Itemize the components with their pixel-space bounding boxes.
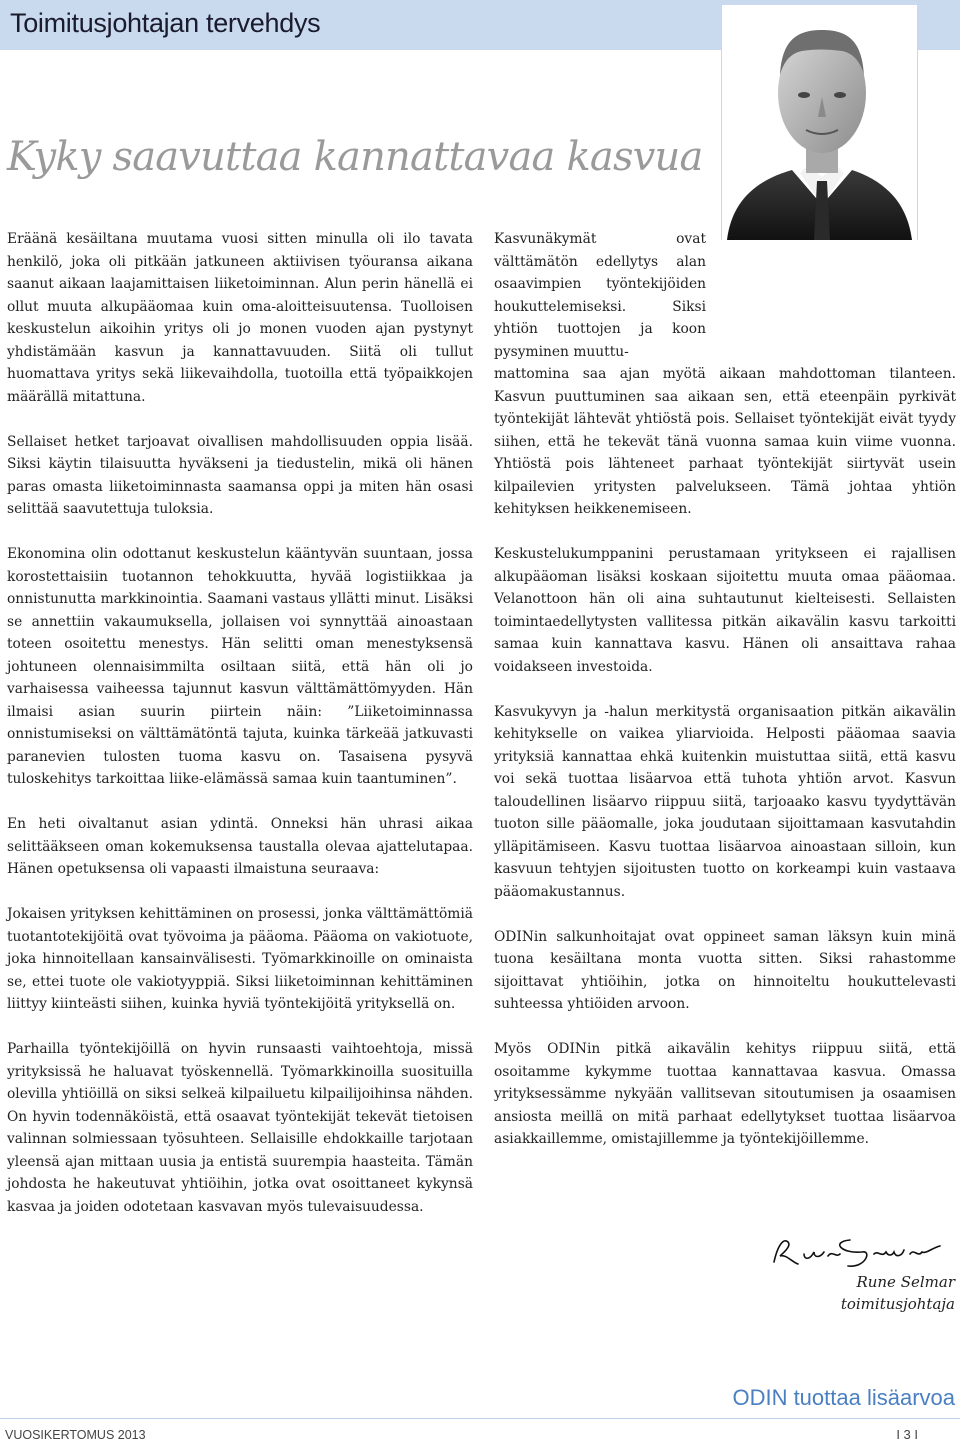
- page-number: I 3 I: [896, 1427, 918, 1442]
- paragraph: Eräänä kesäiltana muutama vuosi sitten minulla oli ilo tavata henkilö, joka oli pitkään jatkuneen aktiivisen työuransa aikana saanut aikaan laajamittaisen liiketoiminnan. Alun perin hänellä ei ollut muuta alkupääomaa kuin oma-aloitteisuutensa. Tuolloisen keskustelun aikoihin yritys oli jo monen vuoden ajan pystynyt yhdistämään kasvun ja kannattavuuden. Siitä oli tullut huomattava yritys sekä liikevaihdolla, tuotoilla että työpaikkojen määrällä mitattuna.: [7, 231, 473, 405]
- paragraph: ODINin salkunhoitajat ovat oppineet saman läksyn kuin minä tuona kesäiltana monta vuotta sitten. Siksi rahastomme sijoittavat yhtiöihin, jotka on hinnoiteltu houkuttelevasti suhteessa yhtiöiden arvoon.: [494, 928, 956, 1012]
- portrait-drawing: [722, 5, 917, 240]
- paragraph: Kasvunäkymät ovat välttämätön edellytys alan osaavimpien työntekijöiden houkuttelemiseksi. Siksi yhtiön tuottojen ja koon pysyminen muuttu-: [494, 231, 706, 360]
- footer-divider: [0, 1418, 960, 1419]
- paragraph: Ekonomina olin odottanut keskustelun kääntyvän suuntaan, jossa korostettaisiin tuotannon tehokkuutta, hyvää logistiikkaa ja onnistunutta markkinointia. Saamani vastaus yllätti minut. Lisäksi se annettiin vakaumuksella, jollaisen voi synnyttää ainoastaan toteen osoitettu menestys. Hän selitti oman menestyksensä johtuneen olennaisimmilta osiltaan siitä, että hän oli jo varhaisessa vaiheessa tajunnut kasvun välttämättömyyden. Hän ilmaisi asian suurin piirtein näin: ”Liiketoiminnassa onnistumiseksi on välttämätöntä tajuta, kuinka tärkeää jatkuvasti paranevien tulosten tuoma kasvu on. Tasaisena pysyvä tuloskehitys tarkoittaa liike-elämässä samaa kuin taantuminen”.: [7, 546, 473, 787]
- signatory-name: Rune Selmar: [856, 1273, 955, 1291]
- paragraph: Keskustelukumppanini perustamaan yritykseen ei rajallisen alkupääoman lisäksi koskaan sijoitettu muuta omaa pääomaa. Velanottoon hän oli aina suhtautunut kielteisesti. Sellaisten toimintaedellytysten vallitessa pitkän aikavälin kasvu tarkoitti samaa kuin kannattava kasvu. Hänen oli ansaittava rahaa voidakseen investoida.: [494, 546, 956, 675]
- left-column: [7, 228, 473, 1241]
- signature-block: [841, 1271, 955, 1315]
- paragraph: Parhailla työntekijöillä on hyvin runsaasti vaihtoehtoja, missä yrityksissä he haluavat työskennellä. Työmarkkinoilla suosituilla olevilla yhtiöillä on siksi selkeä kilpailuetu kilpailijoihinsa nähden. On hyvin todennäköistä, että osaavat työntekijät tekevät tietoisen valinnan solmiessaan työsuhteen. Sellaisille ehdokkaille tarjotaan yleensä ajan mittaan uusia ja entistä suurempia haasteita. Tämän johdosta he hakeutuvat yhtiöihin, jotka ovat osoittaneet kykynsä kasvaa ja joiden odotetaan kasvavan myös tulevaisuudessa.: [7, 1041, 473, 1215]
- right-column: [494, 363, 956, 1173]
- paragraph: Myös ODINin pitkä aikavälin kehitys riippuu siitä, että osoitamme kykymme tuottaa kannattavaa kasvua. Omassa yrityksessämme nykyään vallitsevan sitoutumisen ja osaamisen ansiosta meillä on mitä parhaat edellytykset tuottaa lisäarvoa asiakkaillemme, omistajillemme ja työntekijöillemme.: [494, 1041, 956, 1147]
- ceo-portrait: [721, 5, 918, 240]
- handwritten-signature: [770, 1232, 950, 1272]
- article-headline: Kyky saavuttaa kannattavaa kasvua: [7, 134, 703, 180]
- page-title: Toimitusjohtajan tervehdys: [10, 8, 321, 38]
- footer-publication: VUOSIKERTOMUS 2013: [5, 1428, 146, 1442]
- paragraph: Jokaisen yrityksen kehittäminen on prosessi, jonka välttämättömiä tuotantotekijöitä ovat työvoima ja pääoma. Pääoma on vakiotuote, joka hinnoitellaan kansainvälisesti. Työmarkkinoille on ominaista se, ettei tuote ole vakiotyyppiä. Siksi liiketoiminnan kehittäminen liittyy kiinteästi siihen, kuinka hyviä työntekijöitä yrityksellä on.: [7, 906, 473, 1012]
- right-column-top: [494, 228, 706, 363]
- paragraph: Sellaiset hetket tarjoavat oivallisen mahdollisuuden oppia lisää. Siksi käytin tilaisuutta hyväkseni ja tiedustelin, mikä oli hänen paras omasta liiketoiminnasta saamansa oppi ja miten hän osasi selittää saavutettuja tuloksia.: [7, 433, 473, 517]
- signatory-role: toimitusjohtaja: [840, 1295, 955, 1313]
- slogan: ODIN tuottaa lisäarvoa: [732, 1385, 955, 1410]
- paragraph: Kasvukyvyn ja -halun merkitystä organisaation pitkän aikavälin kehitykselle on vaikea yliarvioida. Helposti pääomaa saavia yrityksiä kannattaa ehkä kuitenkin muistuttaa siitä, että kasvu voi sekä tuottaa lisäarvoa että tuhota yhtiön arvot. Kasvun taloudellinen lisäarvo riippuu siitä, tarjoaako kasvu tyydyttävän tuoton sille pääomalle, joka joudutaan sijoittamaan kasvutahdin ylläpitämiseen. Kasvu tuottaa lisäarvoa ainoastaan silloin, kun kasvuun tehtyjen sijoitusten tuotto on korkeampi kuin vastaava pääomakustannus.: [494, 703, 956, 900]
- paragraph: En heti oivaltanut asian ydintä. Onneksi hän uhrasi aikaa selittääkseen oman kokemuksensa taustalla olevaa ajattelutapaa. Hänen opetuksensa oli vapaasti ilmaistuna seuraava:: [7, 816, 473, 877]
- paragraph: mattomina saa ajan myötä aikaan mahdottoman tilanteen. Kasvun puuttuminen saa aikaan sen, että eteenpäin pyrkivät työntekijät lähtevät yhtiöstä pois. Sellaiset työntekijät eivät tyydy siihen, että he tekevät tänä vuonna samaa kuin viime vuonna. Yhtiöstä pois lähteneet parhaat työntekijät siirtyvät usein kilpailevien yritysten palvelukseen. Tämä johtaa yhtiön kehityksen heikkenemiseen.: [494, 366, 956, 517]
